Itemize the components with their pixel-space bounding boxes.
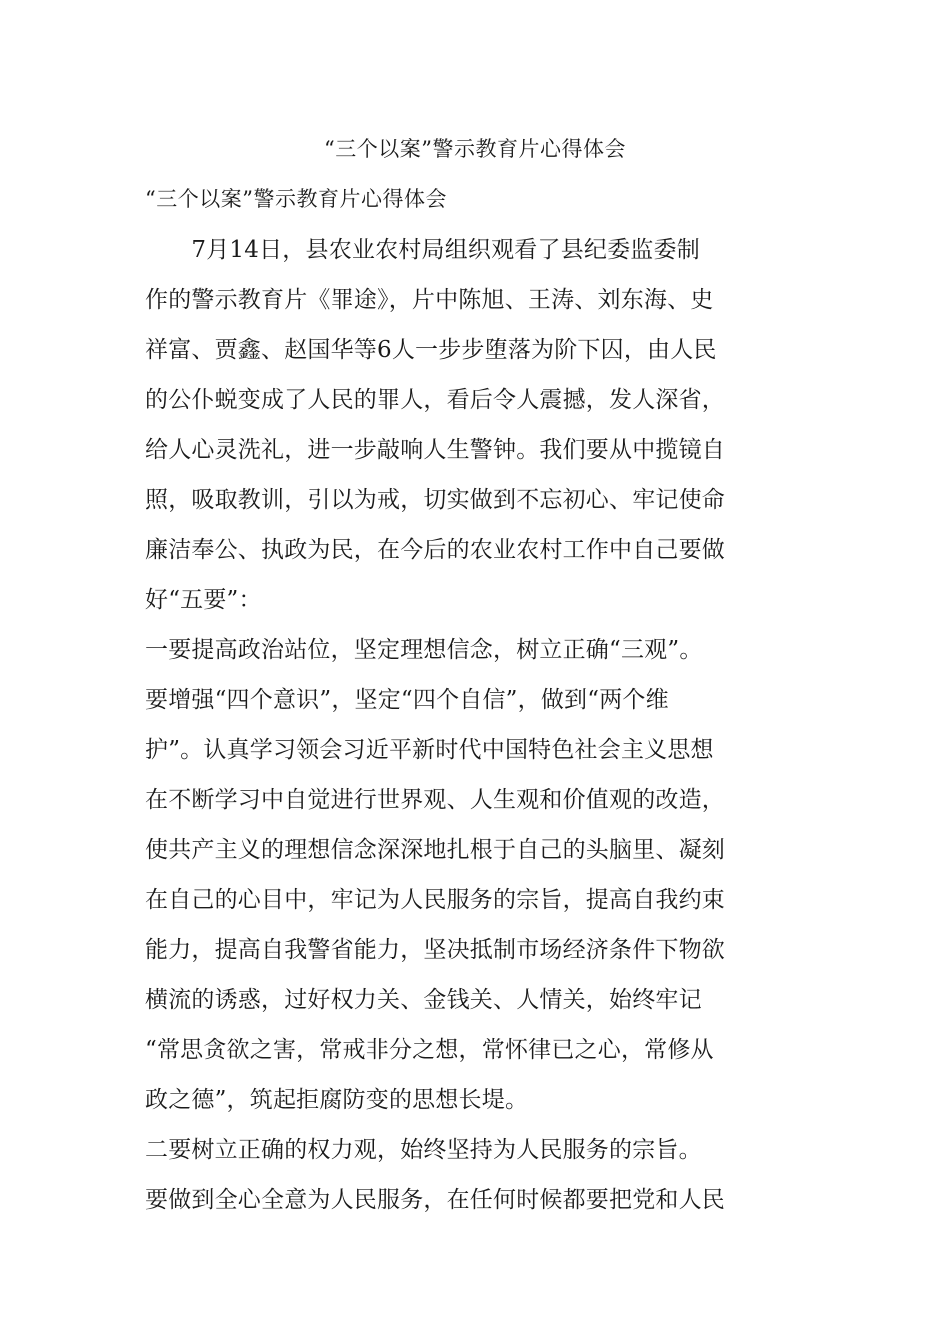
body-line: 二要树立正确的权力观，始终坚持为人民服务的宗旨。 — [145, 1137, 702, 1163]
body-line: 作的警示教育片《罪途》，片中陈旭、王涛、刘东海、史 — [145, 287, 714, 313]
body-line: 照，吸取教训，引以为戒，切实做到不忘初心、牢记使命 — [145, 487, 725, 513]
body-line: 的公仆蜕变成了人民的罪人，看后令人震撼，发人深省， — [145, 387, 725, 413]
body-line: 在不断学习中自觉进行世界观、人生观和价值观的改造， — [145, 787, 725, 813]
document-title: “三个以案”警示教育片心得体会 — [324, 137, 626, 161]
body-line: 祥富、贾鑫、赵国华等6人一步步堕落为阶下囚，由人民 — [145, 337, 717, 363]
body-line: 一要提高政治站位，坚定理想信念，树立正确“三观”。 — [145, 637, 703, 663]
document-subtitle: “三个以案”警示教育片心得体会 — [145, 187, 447, 211]
body-line: 政之德”，筑起拒腐防变的思想长堤。 — [145, 1087, 529, 1113]
body-line: 要增强“四个意识”，坚定“四个自信”，做到“两个维 — [145, 687, 669, 713]
body-line: 护”。认真学习领会习近平新时代中国特色社会主义思想 — [145, 737, 714, 763]
body-line: 给人心灵洗礼，进一步敲响人生警钟。我们要从中揽镜自 — [145, 437, 725, 463]
body-line: 在自己的心目中，牢记为人民服务的宗旨，提高自我约束 — [145, 887, 725, 913]
body-line: “常思贪欲之害，常戒非分之想，常怀律已之心，常修从 — [145, 1037, 714, 1063]
body-line: 好“五要”： — [145, 587, 262, 613]
body-line: 7月14日，县农业农村局组织观看了县纪委监委制 — [145, 237, 700, 263]
body-line: 要做到全心全意为人民服务，在任何时候都要把党和人民 — [145, 1187, 725, 1213]
body-line: 使共产主义的理想信念深深地扎根于自己的头脑里、凝刻 — [145, 837, 725, 863]
body-line: 能力，提高自我警省能力，坚决抵制市场经济条件下物欲 — [145, 937, 725, 963]
body-line: 廉洁奉公、执政为民，在今后的农业农村工作中自己要做 — [145, 537, 725, 563]
body-line: 横流的诱惑，过好权力关、金钱关、人情关，始终牢记 — [145, 987, 702, 1013]
